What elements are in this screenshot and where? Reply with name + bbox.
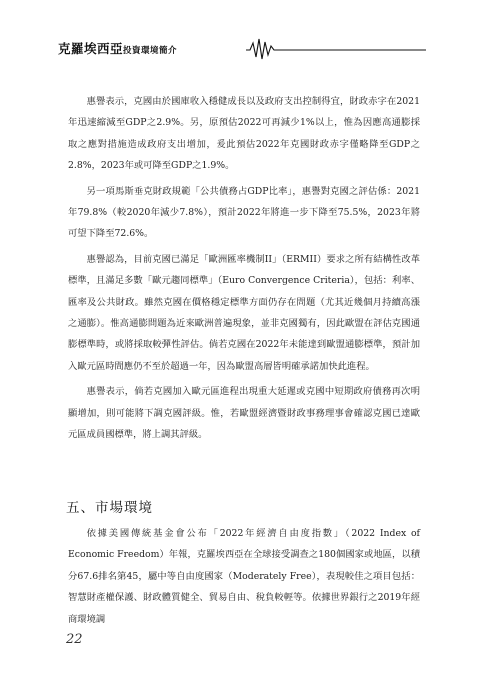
paragraph: 惠譽表示，倘若克國加入歐元區進程出現重大延遲或克國中短期政府債務再次明顯增加，則可能將下調克國評級。惟，若歐盟經濟暨財政事務理事會確認克國已達歐元區成員國標準，將上調其評級。 — [68, 386, 420, 441]
page-number: 22 — [66, 632, 83, 647]
section-heading: 五、市場環境 — [66, 500, 153, 516]
section-body-text — [68, 523, 420, 634]
heartbeat-line-decoration — [246, 33, 426, 61]
header-title-sub: 投資環境簡介 — [123, 46, 178, 56]
paragraph: 依據美國傳統基金會公布「2022年經濟自由度指數」（2022 Index of Economic Freedom）年報，克羅埃西亞在全球接受調查之180個國家或地區，以積分67.6排名第45，屬中等自由度國家（Moderately Free），表現較佳之項目包括：智慧財產權保護、財政體質健全、貿易自由、稅負較輕等。依據世界銀行之2019年經商環境調 — [68, 528, 420, 625]
paragraph: 惠譽表示，克國由於國庫收入穩健成長以及政府支出控制得宜，財政赤字在2021年迅速縮減至GDP之2.9%。另，原預估2022可再減少1%以上，惟為因應高通膨採取之應對措施造成政府支出增加，爰此預估2022年克國財政赤字僅略降至GDP之2.8%，2023年或可降至GDP之1.9%。 — [68, 96, 420, 172]
running-header — [54, 33, 426, 61]
paragraph: 另一項馬斯垂克財政規範「公共債務占GDP比率」，惠譽對克國之評估係：2021年79.8%（較2020年減少7.8%），預計2022年將進一步下降至75.5%，2023年將可望下降至72.6%。 — [68, 185, 420, 240]
paragraph: 惠譽認為，目前克國已滿足「歐洲匯率機制II」（ERMII）要求之所有結構性改革標準，且滿足多數「歐元趨同標準」（Euro Convergence Criteria），包括：利率、匯率及公共財政。雖然克國在價格穩定標準方面仍存在問題（尤其近幾個月持續高漲之通膨）。惟高通膨問題為近來歐洲普遍現象，並非克國獨有，因此歐盟在評估克國通膨標準時，或將採取較彈性評估。倘若克國在2022年未能達到歐盟通膨標準，預計加入歐元區時間應仍不至於超過一年，因為歐盟高層皆明確承諾加快此進程。 — [68, 253, 420, 372]
header-title — [58, 39, 177, 57]
body-text — [68, 91, 420, 450]
header-title-main: 克羅埃西亞 — [58, 41, 124, 56]
